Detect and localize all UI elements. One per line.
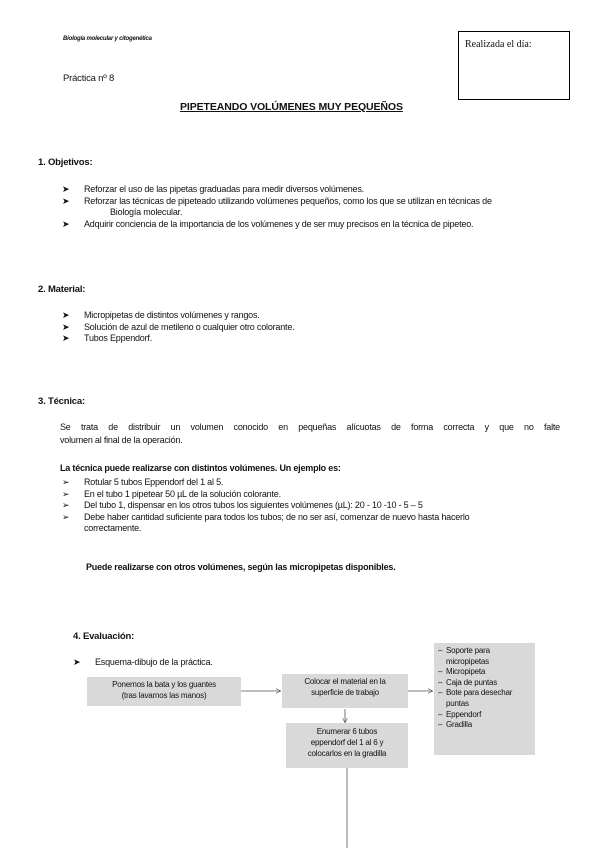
technique-heading: 3. Técnica: bbox=[38, 396, 85, 407]
list-item: ➢ Debe haber cantidad suficiente para todos los tubos; de no ser así, comenzar de nuevo hasta hacerlo bbox=[62, 511, 470, 522]
list-item: – Micropipeta bbox=[438, 667, 486, 677]
open-arrow-bullet-icon: ➢ bbox=[62, 500, 70, 510]
open-arrow-bullet-icon: ➢ bbox=[62, 477, 70, 487]
list-item: – Bote para desechar bbox=[438, 688, 513, 698]
list-item: ➤ Reforzar el uso de las pipetas graduadas para medir diversos volúmenes. bbox=[62, 184, 364, 194]
flow-box-put-on-coat: Ponernos la bata y los guantes (tras lavarnos las manos) bbox=[87, 677, 241, 706]
flow-box-materials-list bbox=[434, 643, 535, 755]
objectives-heading: 1. Objetivos: bbox=[38, 157, 93, 168]
technique-note: Puede realizarse con otros volúmenes, según las micropipetas disponibles. bbox=[86, 562, 396, 572]
open-arrow-bullet-icon: ➢ bbox=[62, 511, 70, 522]
list-item: ➤ Micropipetas de distintos volúmenes y rangos. bbox=[62, 310, 260, 320]
technique-subheading: La técnica puede realizarse con distintos volúmenes. Un ejemplo es: bbox=[60, 463, 341, 473]
flow-box-number-tubes: Enumerar 6 tubos eppendorf del 1 al 6 y colocarlos en la gradilla bbox=[286, 723, 408, 768]
list-item-continuation: puntas bbox=[446, 698, 469, 708]
evaluation-heading: 4. Evaluación: bbox=[73, 631, 135, 642]
arrow-bullet-icon: ➤ bbox=[73, 657, 81, 667]
open-arrow-bullet-icon: ➢ bbox=[62, 488, 70, 499]
arrow-bullet-icon: ➤ bbox=[62, 184, 70, 194]
page-title: PIPETEANDO VOLÚMENES MUY PEQUEÑOS bbox=[180, 101, 403, 113]
list-item: ➤ Solución de azul de metileno o cualquier otro colorante. bbox=[62, 321, 295, 332]
arrow-bullet-icon: ➤ bbox=[62, 218, 70, 229]
date-box-label: Realizada el día: bbox=[465, 39, 532, 50]
list-item: ➢ Rotular 5 tubos Eppendorf del 1 al 5. bbox=[62, 477, 224, 487]
list-item: ➢ En el tubo 1 pipetear 50 µL de la solución colorante. bbox=[62, 488, 281, 499]
list-item: – Soporte para bbox=[438, 646, 490, 655]
list-item: ➤ Reforzar las técnicas de pipeteado utilizando volúmenes pequeños, como los que se utilizan en técnicas de bbox=[62, 195, 492, 206]
arrow-bullet-icon: ➤ bbox=[62, 333, 70, 343]
course-name: Biología molecular y citogenética bbox=[63, 36, 152, 42]
flow-box-place-material: Colocar el material en la superficie de trabajo bbox=[282, 674, 408, 708]
list-item-continuation: Biología molecular. bbox=[110, 207, 183, 217]
list-item: – Caja de puntas bbox=[438, 677, 498, 687]
arrow-bullet-icon: ➤ bbox=[62, 310, 70, 320]
arrow-bullet-icon: ➤ bbox=[62, 321, 70, 332]
technique-paragraph: Se trata de distribuir un volumen conocido en pequeñas alícuotas de forma correcta y que no falte volumen al final de la operación. bbox=[60, 422, 560, 445]
list-item: ➤ Tubos Eppendorf. bbox=[62, 333, 153, 343]
list-item: ➤ Esquema-dibujo de la práctica. bbox=[73, 657, 213, 667]
list-item: – Eppendorf bbox=[438, 709, 482, 719]
list-item: – Gradilla bbox=[438, 720, 472, 730]
list-item-continuation: correctamente. bbox=[84, 523, 142, 533]
practice-number: Práctica nº 8 bbox=[63, 73, 115, 84]
material-heading: 2. Material: bbox=[38, 284, 86, 295]
arrow-bullet-icon: ➤ bbox=[62, 195, 70, 206]
list-item: ➤ Adquirir conciencia de la importancia de los volúmenes y de ser muy precisos en la técnica de pipeteo. bbox=[62, 218, 474, 229]
list-item-continuation: micropipetas bbox=[446, 656, 489, 666]
list-item: ➢ Del tubo 1, dispensar en los otros tubos los siguientes volúmenes (µL): 20 - 10 -10 - 5 – 5 bbox=[62, 500, 423, 510]
